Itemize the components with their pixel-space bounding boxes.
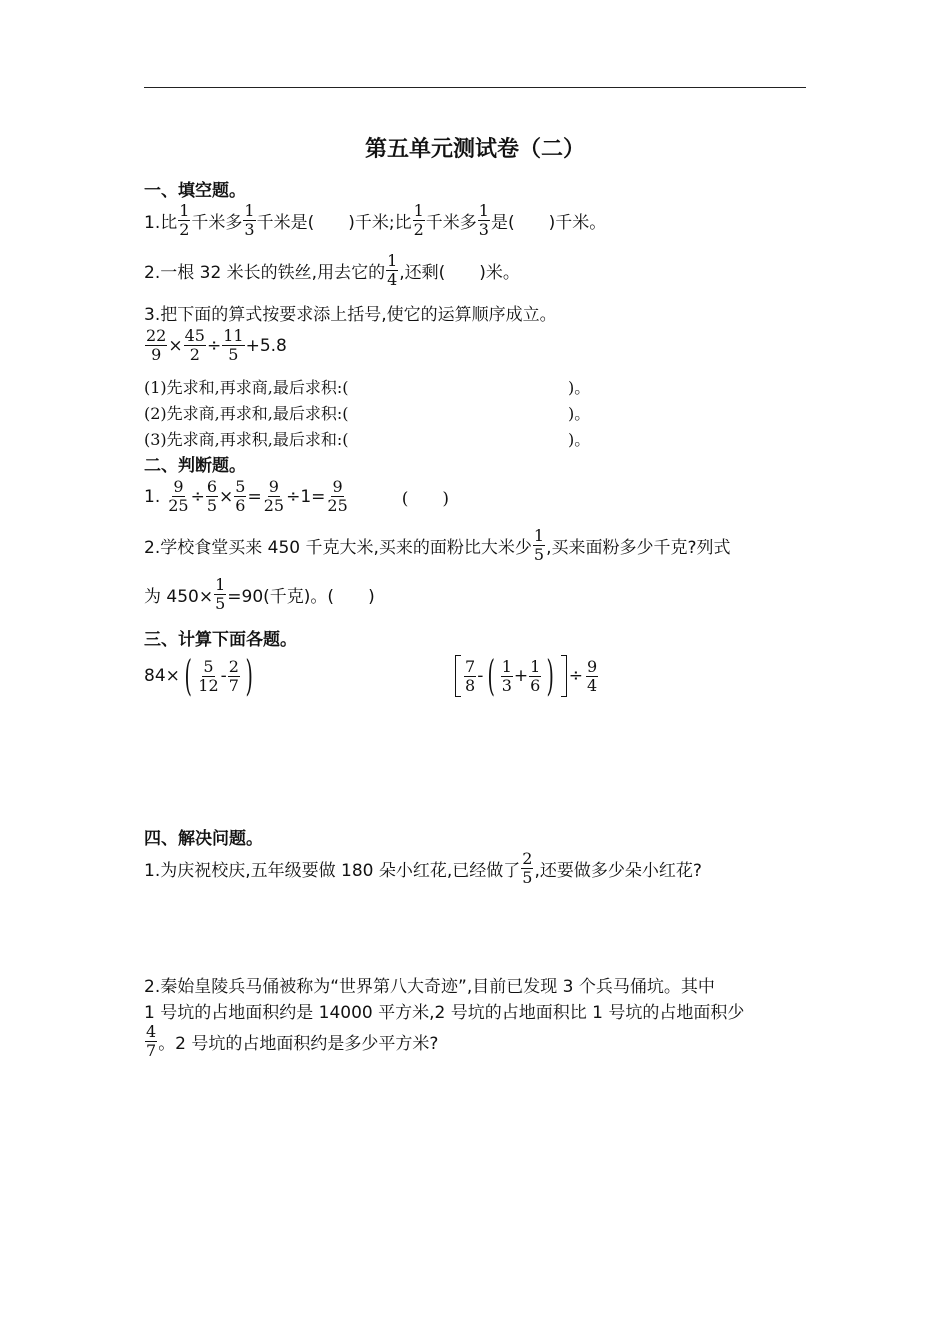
operator: × xyxy=(219,486,234,507)
fraction: $\frac{1}{6}$ xyxy=(530,656,541,695)
q-text: 2.一根 32 米长的铁丝,用去它的 xyxy=(144,263,386,283)
q-text: 2.学校食堂买来 450 千克大米,买来的面粉比大米少 xyxy=(144,538,532,558)
close-paren: )。 xyxy=(568,430,591,449)
sub-question-2: (2)先求商,再求和,最后求积:( xyxy=(144,404,349,423)
question-2-2-line1 xyxy=(144,527,731,564)
fraction: 2 7 xyxy=(228,656,239,695)
close-paren: ) xyxy=(546,651,555,700)
open-paren: ( xyxy=(184,651,192,700)
fraction: 1 5 xyxy=(533,526,545,564)
operator: - xyxy=(477,666,484,686)
q-text: 1.为庆祝校庆,五年级要做 180 朵小红花,已经做了 xyxy=(144,861,521,881)
close-paren: )。 xyxy=(568,378,591,397)
operator: ÷ xyxy=(206,335,222,356)
answer-blank: ( ) xyxy=(401,489,450,509)
fraction: 1 2 xyxy=(179,201,190,239)
question-4-1 xyxy=(144,850,702,887)
fraction: 2 5 xyxy=(522,849,533,887)
operator: + xyxy=(513,666,529,686)
operator: ÷ xyxy=(568,666,583,686)
q-text: 。2 号坑的占地面积约是多少平方米? xyxy=(158,1034,439,1054)
fraction: $\frac{9}{25}$ xyxy=(263,477,285,515)
fraction: 1 3 xyxy=(478,201,489,239)
operator: ÷ xyxy=(190,486,205,507)
operator: = xyxy=(247,486,262,507)
operator: - xyxy=(220,666,227,686)
calc-expression-left xyxy=(144,651,257,700)
fraction: 5 12 xyxy=(198,656,219,695)
fraction: $\frac{9}{25}$ xyxy=(327,477,348,515)
section-heading-judgement: 二、判断题。 xyxy=(144,456,246,476)
fraction: $\frac{1}{5}$ xyxy=(215,575,226,613)
sub-question-1: (1)先求和,再求商,最后求积:( xyxy=(144,378,349,397)
q-text: 千米是( )千米;比 xyxy=(256,213,412,233)
q-text: 1. xyxy=(144,486,161,507)
calc-expression-right xyxy=(455,651,599,700)
section-heading-calculate: 三、计算下面各题。 xyxy=(144,630,297,650)
sub-question-3: (3)先求商,再求积,最后求和:( xyxy=(144,430,349,449)
page-title: 第五单元测试卷（二） xyxy=(364,136,585,162)
q-text: ,还剩( )米。 xyxy=(399,263,520,283)
section-heading-solve: 四、解决问题。 xyxy=(144,829,263,849)
q-text: ÷1= xyxy=(286,486,326,507)
question-2-1 xyxy=(144,478,449,515)
section-heading-fill-blank: 一、填空题。 xyxy=(144,181,246,201)
fraction: $\frac{6}{5}$ xyxy=(206,477,218,515)
q-text: ,买来面粉多少千克?列式 xyxy=(546,538,731,558)
fraction: 4 7 xyxy=(146,1022,157,1060)
open-paren: ( xyxy=(487,651,496,700)
fraction: 1 3 xyxy=(244,201,255,239)
fraction: $\frac{9}{25}$ xyxy=(168,477,189,515)
fraction: $\frac{45}{2}$ xyxy=(184,326,205,364)
question-1-2 xyxy=(144,252,520,289)
top-rule xyxy=(144,87,806,88)
fraction: $\frac{5}{6}$ xyxy=(235,477,246,515)
q-text: 为 450× xyxy=(144,587,214,607)
question-4-2-line1: 2.秦始皇陵兵马俑被称为“世界第八大奇迹”,目前已发现 3 个兵马俑坑。其中 xyxy=(144,977,715,997)
question-1-1 xyxy=(144,202,606,239)
q-text: +5.8 xyxy=(245,335,287,356)
fraction: 1 4 xyxy=(387,251,398,289)
question-1-3-text: 3.把下面的算式按要求添上括号,使它的运算顺序成立。 xyxy=(144,305,557,325)
fraction: 7 8 xyxy=(465,656,476,695)
q-text: =90(千克)。( ) xyxy=(227,587,375,607)
q-text: 千米多 xyxy=(191,213,243,233)
question-4-2-line3 xyxy=(144,1023,438,1060)
q-text: 千米多 xyxy=(425,213,477,233)
close-paren: ) xyxy=(245,651,253,700)
fraction: $\frac{11}{5}$ xyxy=(223,326,244,364)
close-bracket xyxy=(561,655,567,697)
q-text: 1.比 xyxy=(144,213,178,233)
fraction: 1 3 xyxy=(501,656,512,695)
open-bracket xyxy=(455,655,461,697)
question-1-3-expression xyxy=(144,327,287,364)
close-paren: )。 xyxy=(568,404,591,423)
q-text: 是( )千米。 xyxy=(490,213,607,233)
fraction: $\frac{22}{9}$ xyxy=(146,326,167,364)
question-2-2-line2 xyxy=(144,576,375,613)
operator: × xyxy=(168,335,183,356)
q-text: ,还要做多少朵小红花? xyxy=(534,861,702,881)
fraction: $\frac{9}{4}$ xyxy=(586,656,598,695)
fraction: 1 2 xyxy=(413,201,424,239)
q-text: 84× xyxy=(144,666,180,686)
question-4-2-line2: 1 号坑的占地面积约是 14000 平方米,2 号坑的占地面积比 1 号坑的占地面积少 xyxy=(144,1003,745,1023)
